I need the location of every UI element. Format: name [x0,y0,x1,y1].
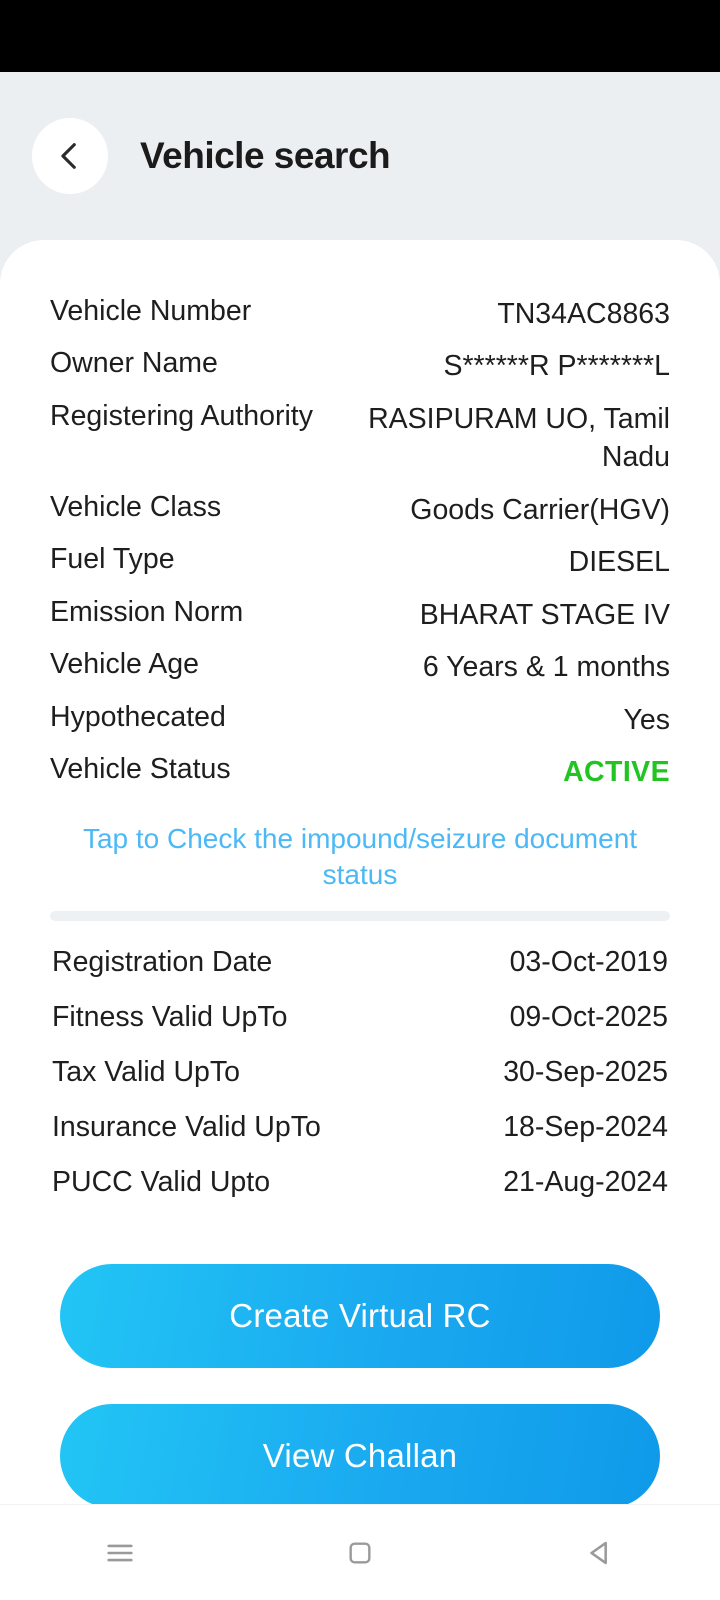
section-divider [50,911,670,921]
vehicle-details-card [0,240,720,1504]
row-label: Fuel Type [50,543,175,576]
row-label: Registering Authority [50,399,313,432]
row-value: S******R P*******L [443,350,670,383]
row-value: TN34AC8863 [497,298,670,330]
row-label: Hypothecated [50,700,226,733]
row-label: PUCC Valid Upto [52,1166,271,1199]
row-label: Vehicle Class [50,490,222,523]
square-home-icon[interactable] [325,1529,395,1577]
row-value: 18-Sep-2024 [503,1111,668,1144]
table-row [50,393,670,484]
triangle-back-icon[interactable] [565,1529,635,1577]
table-row [50,746,670,798]
row-value: 09-Oct-2025 [509,1001,668,1034]
row-value: Goods Carrier(HGV) [410,493,670,526]
row-value: 30-Sep-2025 [503,1056,668,1089]
back-button[interactable] [32,118,108,194]
row-label: Emission Norm [50,595,244,628]
table-row [50,694,670,746]
chevron-left-icon [53,139,87,173]
table-row [50,340,670,392]
table-row [50,1045,670,1100]
table-row [50,1100,670,1155]
table-row [50,641,670,693]
row-label: Fitness Valid UpTo [52,1001,288,1034]
table-row [50,536,670,588]
status-bar [0,0,720,72]
row-label: Vehicle Number [50,295,252,327]
row-label: Vehicle Status [50,753,231,786]
row-label: Registration Date [52,946,273,979]
row-value: 6 Years & 1 months [422,651,670,684]
row-value: 21-Aug-2024 [503,1166,668,1199]
table-row [50,288,670,340]
table-row [50,1155,670,1210]
create-virtual-rc-button[interactable]: Create Virtual RC [60,1264,660,1368]
row-value: BHARAT STAGE IV [419,598,670,631]
page-title: Vehicle search [140,135,391,176]
impound-status-link[interactable]: Tap to Check the impound/seizure document status [82,822,638,891]
hamburger-menu-icon[interactable] [85,1529,155,1577]
table-row [50,990,670,1045]
row-label: Tax Valid UpTo [52,1056,240,1089]
row-value: DIESEL [568,546,670,579]
row-label: Owner Name [50,347,218,380]
action-buttons [50,1264,670,1504]
table-row [50,935,670,990]
system-navigation-bar [0,1504,720,1600]
table-row [50,484,670,536]
table-row [50,589,670,641]
app-header [0,72,720,240]
view-challan-button[interactable]: View Challan [60,1404,660,1504]
row-value: RASIPURAM UO, Tamil Nadu [368,402,670,474]
row-label: Vehicle Age [50,648,199,681]
status-badge: ACTIVE [563,756,670,789]
row-label: Insurance Valid UpTo [52,1111,321,1144]
row-value: 03-Oct-2019 [509,946,668,979]
row-value: Yes [623,703,670,736]
